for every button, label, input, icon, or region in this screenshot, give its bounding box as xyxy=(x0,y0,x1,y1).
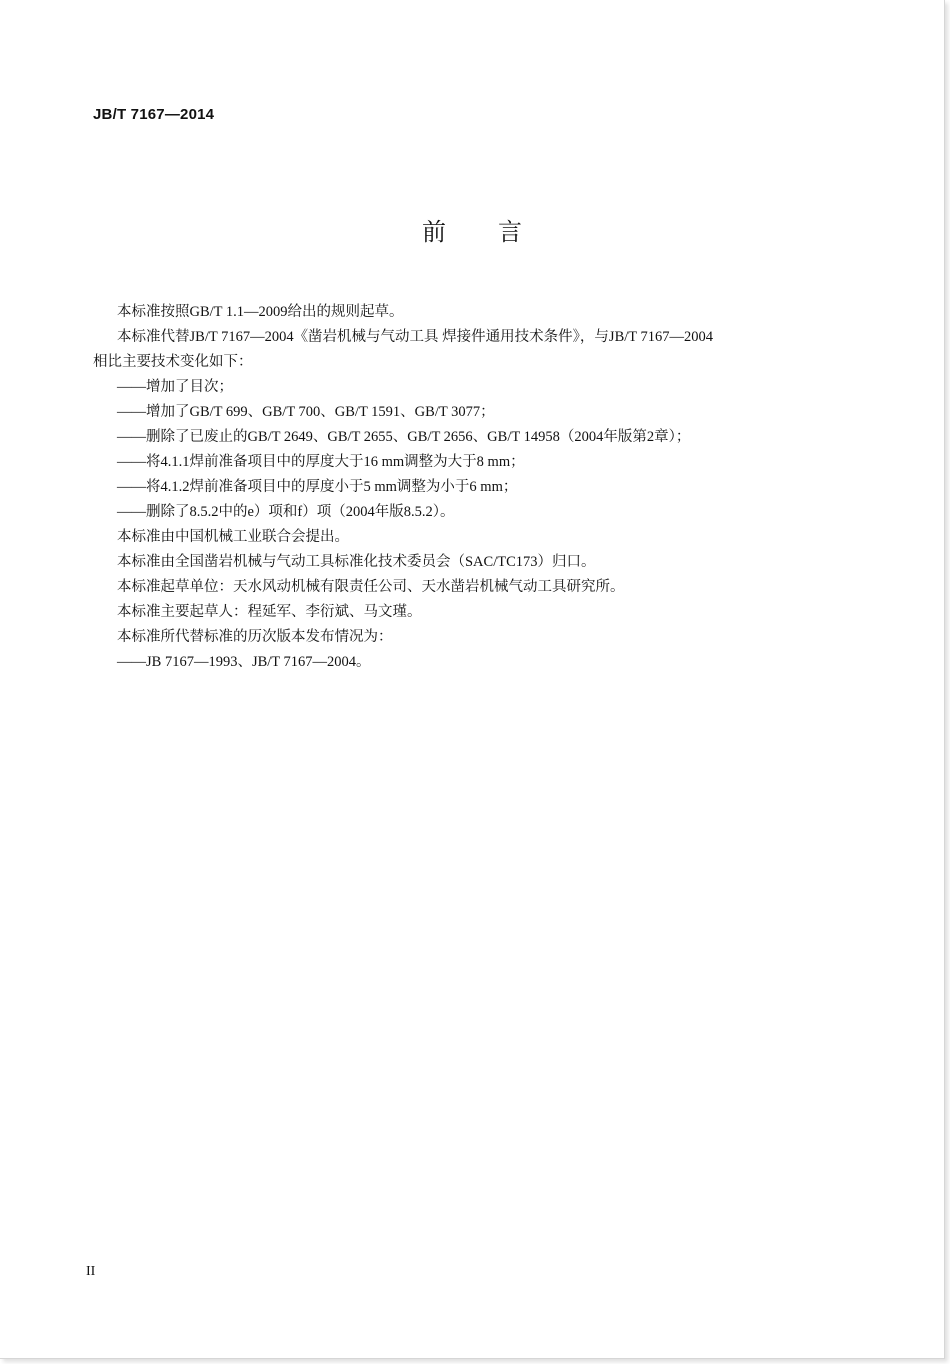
paragraph-drafters: 本标准主要起草人：程延军、李衍斌、马文瑾。 xyxy=(117,604,422,620)
change-item: ——将4.1.1焊前准备项目中的厚度大于16 mm调整为大于8 mm； xyxy=(117,454,525,470)
change-item: ——增加了GB/T 699、GB/T 700、GB/T 1591、GB/T 3077； xyxy=(117,404,495,420)
paragraph-proposed-by: 本标准由中国机械工业联合会提出。 xyxy=(117,529,349,545)
paragraph-drafting-units: 本标准起草单位：天水风动机械有限责任公司、天水凿岩机械气动工具研究所。 xyxy=(117,579,625,595)
page-number: II xyxy=(86,1264,96,1279)
change-item: ——将4.1.2焊前准备项目中的厚度小于5 mm调整为小于6 mm； xyxy=(117,479,518,495)
change-item: ——删除了已废止的GB/T 2649、GB/T 2655、GB/T 2656、GB/T 14958（2004年版第2章）； xyxy=(117,429,691,445)
section-title: 前言 xyxy=(422,218,574,246)
foreword-body xyxy=(93,300,853,675)
paragraph-replaces: 本标准代替JB/T 7167—2004《凿岩机械与气动工具 焊接件通用技术条件》，与JB/T 7167—2004 xyxy=(117,329,713,345)
paragraph-drafting-rules: 本标准按照GB/T 1.1—2009给出的规则起草。 xyxy=(117,304,404,320)
history-item: ——JB 7167—1993、JB/T 7167—2004。 xyxy=(117,654,371,670)
paragraph-history: 本标准所代替标准的历次版本发布情况为： xyxy=(117,629,393,645)
paragraph-committee: 本标准由全国凿岩机械与气动工具标准化技术委员会（SAC/TC173）归口。 xyxy=(117,554,596,570)
change-item: ——删除了8.5.2中的e）项和f）项（2004年版8.5.2）。 xyxy=(117,504,455,520)
change-item: ——增加了目次； xyxy=(117,379,233,395)
paragraph-replaces-continued: 相比主要技术变化如下： xyxy=(93,354,253,370)
document-code: JB/T 7167—2014 xyxy=(93,106,215,123)
